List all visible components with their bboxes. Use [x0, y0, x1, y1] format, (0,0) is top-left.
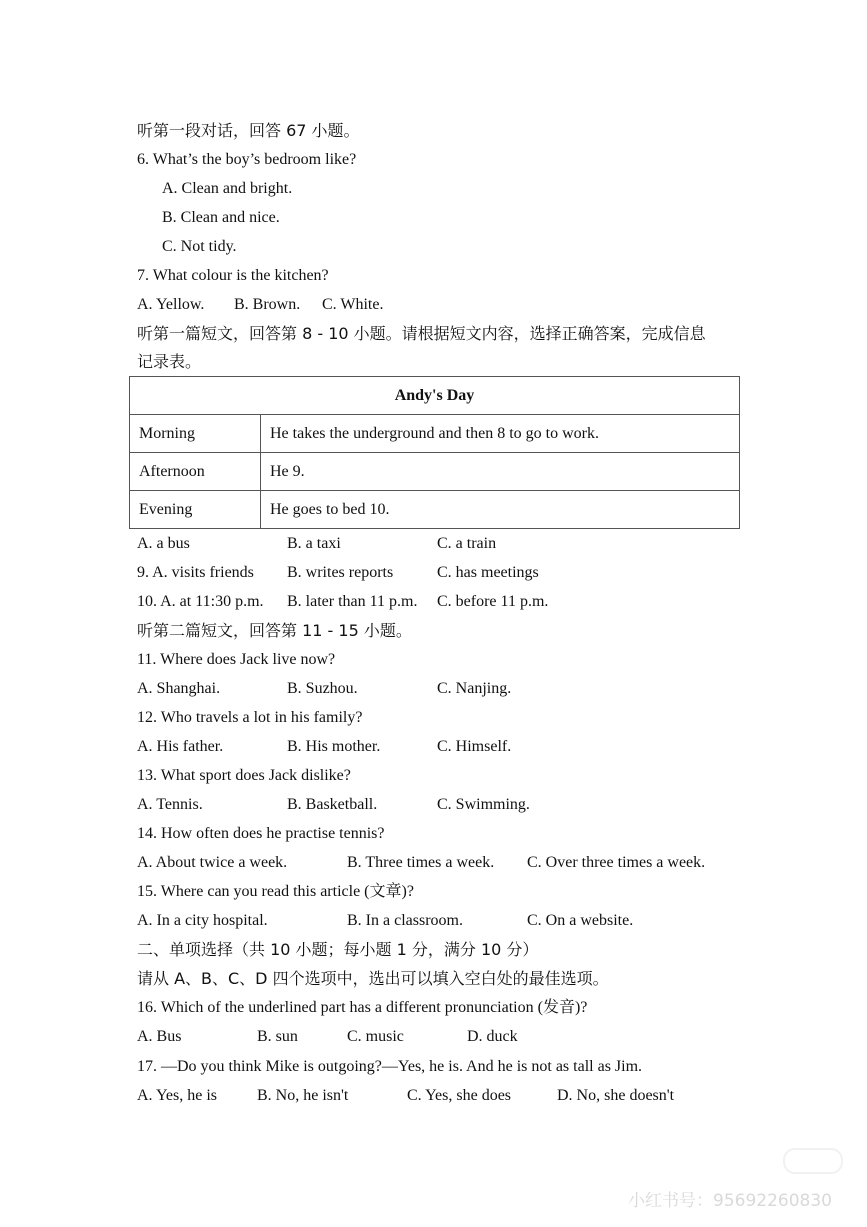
question-17-stem: 17. —Do you think Mike is outgoing?—Yes, he is. And he is not as tall as Jim. [137, 1058, 643, 1075]
question-13-option-c: C. Swimming. [437, 796, 530, 813]
question-7-option-b: B. Brown. [234, 296, 301, 313]
table-row [130, 491, 740, 529]
question-14-stem: 14. How often does he practise tennis? [137, 825, 385, 842]
andys-day-table [129, 376, 740, 529]
question-12-stem: 12. Who travels a lot in his family? [137, 709, 363, 726]
question-16-stem: 16. Which of the underlined part has a different pronunciation (发音)? [137, 999, 588, 1016]
question-7-option-a: A. Yellow. [137, 296, 205, 313]
table-row-label: Afternoon [130, 453, 261, 491]
question-7-option-c: C. White. [322, 296, 384, 313]
question-12-option-c: C. Himself. [437, 738, 512, 755]
table-row-text: He 9. [261, 453, 740, 491]
question-11-option-b: B. Suzhou. [287, 680, 358, 697]
section4-heading: 二、单项选择（共 10 小题；每小题 1 分，满分 10 分） [137, 940, 539, 959]
question-15-stem: 15. Where can you read this article (文章)? [137, 883, 414, 900]
table-row [130, 415, 740, 453]
table-row [130, 453, 740, 491]
question-17-option-c: C. Yes, she does [407, 1087, 512, 1104]
question-8-option-c: C. a train [437, 535, 497, 552]
question-15-option-b: B. In a classroom. [347, 912, 463, 929]
question-6-option-c: C. Not tidy. [162, 238, 237, 255]
question-12-option-a: A. His father. [137, 738, 224, 755]
question-10-option-c: C. before 11 p.m. [437, 593, 549, 610]
question-9-option-a: 9. A. visits friends [137, 564, 254, 581]
question-9-option-b: B. writes reports [287, 564, 394, 581]
question-17-option-b: B. No, he isn't [257, 1087, 349, 1104]
section2-intro-line2: 记录表。 [137, 352, 202, 371]
question-6-option-a: A. Clean and bright. [162, 180, 293, 197]
question-16-option-a: A. Bus [137, 1028, 182, 1045]
question-6-option-b: B. Clean and nice. [162, 209, 280, 226]
question-16-option-d: D. duck [467, 1028, 518, 1045]
table-row-text: He takes the underground and then 8 to go to work. [261, 415, 740, 453]
question-15-option-c: C. On a website. [527, 912, 634, 929]
question-7-stem: 7. What colour is the kitchen? [137, 267, 329, 284]
question-10-option-a: 10. A. at 11:30 p.m. [137, 593, 264, 610]
question-6-stem: 6. What’s the boy’s bedroom like? [137, 151, 357, 168]
question-10-option-b: B. later than 11 p.m. [287, 593, 418, 610]
question-17-option-a: A. Yes, he is [137, 1087, 218, 1104]
table-row-text: He goes to bed 10. [261, 491, 740, 529]
table-title: Andy's Day [130, 377, 740, 415]
question-8-option-b: B. a taxi [287, 535, 341, 552]
watermark-logo [783, 1148, 843, 1174]
section2-intro-line1: 听第一篇短文，回答第 8 - 10 小题。请根据短文内容，选择正确答案，完成信息 [137, 324, 706, 343]
question-14-option-b: B. Three times a week. [347, 854, 495, 871]
question-13-option-a: A. Tennis. [137, 796, 203, 813]
question-11-option-a: A. Shanghai. [137, 680, 221, 697]
section3-intro: 听第二篇短文，回答第 11 - 15 小题。 [137, 621, 412, 640]
section4-instruction: 请从 A、B、C、D 四个选项中，选出可以填入空白处的最佳选项。 [137, 969, 609, 988]
question-15-option-a: A. In a city hospital. [137, 912, 268, 929]
question-16-option-c: C. music [347, 1028, 404, 1045]
question-13-option-b: B. Basketball. [287, 796, 378, 813]
watermark-text: 小红书号：95692260830 [628, 1191, 832, 1211]
question-13-stem: 13. What sport does Jack dislike? [137, 767, 351, 784]
table-row-label: Evening [130, 491, 261, 529]
question-11-stem: 11. Where does Jack live now? [137, 651, 336, 668]
table-row-label: Morning [130, 415, 261, 453]
question-11-option-c: C. Nanjing. [437, 680, 512, 697]
question-14-option-a: A. About twice a week. [137, 854, 288, 871]
section1-intro: 听第一段对话，回答 67 小题。 [137, 121, 360, 140]
question-9-option-c: C. has meetings [437, 564, 539, 581]
question-17-option-d: D. No, she doesn't [557, 1087, 675, 1104]
question-12-option-b: B. His mother. [287, 738, 381, 755]
question-14-option-c: C. Over three times a week. [527, 854, 706, 871]
question-8-option-a: A. a bus [137, 535, 190, 552]
question-16-option-b: B. sun [257, 1028, 298, 1045]
